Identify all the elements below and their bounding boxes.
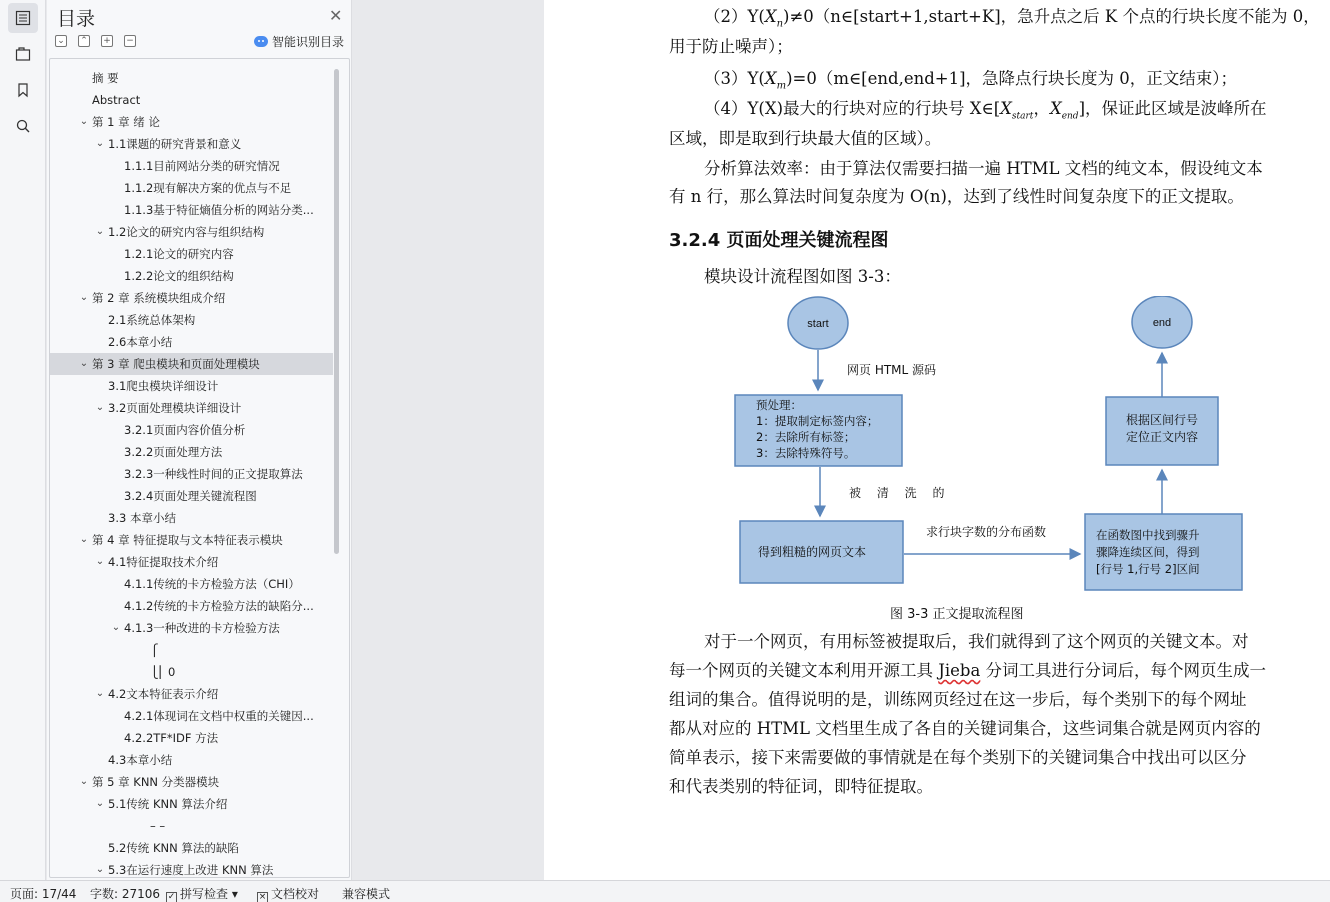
toc-item-label: 第 3 章 爬虫模块和页面处理模块 (92, 357, 260, 371)
toc-item-label: – – (150, 819, 166, 833)
toc-item[interactable] (50, 199, 333, 221)
list-item-4-cont: 区域，即是取到行块最大值的区域）。 (669, 129, 942, 148)
toc-item[interactable] (50, 683, 333, 705)
toc-panel-icon[interactable] (8, 3, 38, 33)
bookmark-icon[interactable] (8, 75, 38, 105)
toc-item[interactable] (50, 815, 333, 837)
toc-item[interactable] (50, 617, 333, 639)
collapse-all-icon[interactable]: ⌄ (55, 35, 67, 47)
flow-intro: 模块设计流程图如图 3-3： (704, 267, 901, 286)
toc-item[interactable] (50, 661, 333, 683)
locate-content-line-2: 定位正文内容 (1125, 430, 1199, 444)
chevron-down-icon[interactable]: ⌄ (95, 226, 105, 237)
end-label: end (1152, 317, 1172, 329)
chevron-down-icon[interactable]: ⌄ (95, 138, 105, 149)
toc-item-label: 4.3本章小结 (108, 753, 173, 767)
toc-item[interactable] (50, 419, 333, 441)
list-item-2: $(2)Y(X_n)\ne 0(n\in[start+1,start+K]$，急升点之后 K 个点的行块长度不能为 0， (704, 7, 1320, 30)
toc-item-label: 4.1特征提取技术介绍 (108, 555, 219, 569)
toc-item-label: 第 2 章 系统模块组成介绍 (92, 291, 226, 305)
toc-item[interactable] (50, 133, 333, 155)
smart-toc-label: 智能识别目录 (272, 35, 345, 49)
toc-item-label: 第 5 章 KNN 分类器模块 (92, 775, 220, 789)
toc-item-label: 1.2.2论文的组织结构 (124, 269, 234, 283)
toc-item-label: 4.1.1传统的卡方检验方法（CHI） (124, 577, 300, 591)
toc-item[interactable] (50, 287, 333, 309)
toc-item-label: 4.2文本特征表示介绍 (108, 687, 219, 701)
chevron-down-icon[interactable]: ⌄ (95, 798, 105, 809)
distribution-label: 求行块字数的分布函数 (926, 525, 1047, 539)
start-label: start (807, 318, 829, 330)
flowchart-figure (724, 296, 1284, 596)
toc-item[interactable] (50, 331, 333, 353)
toc-item-label: 2.6本章小结 (108, 335, 173, 349)
toc-item[interactable] (50, 463, 333, 485)
toc-item[interactable] (50, 859, 333, 878)
chevron-down-icon[interactable]: ⌄ (79, 292, 89, 303)
toc-item[interactable] (50, 375, 333, 397)
list-item-2-cont: 用于防止噪声）； (669, 37, 793, 56)
toc-item[interactable] (50, 705, 333, 727)
para-line-5: 简单表示，接下来需要做的事情就是在每个类别下的关键词集合中找出可以区分 (669, 748, 1247, 767)
para-line-4: 都从对应的 HTML 文档里生成了各自的关键词集合，这些词集合就是网页内容的 (669, 719, 1261, 738)
analysis-line-1: 分析算法效率：由于算法仅需要扫描一遍 HTML 文档的纯文本，假设纯文本 (704, 159, 1263, 178)
remove-heading-icon[interactable]: − (124, 35, 136, 47)
chevron-down-icon[interactable]: ⌄ (79, 534, 89, 545)
chevron-down-icon[interactable]: ⌄ (95, 402, 105, 413)
toc-item-label: ⎩⎜ 0 (150, 665, 176, 679)
para-line-2: 每一个网页的关键文本利用开源工具 Jieba 分词工具进行分词后，每个网页生成一 (669, 661, 1267, 680)
chevron-down-icon[interactable]: ⌄ (95, 556, 105, 567)
toc-item-label: 1.1.1目前网站分类的研究情况 (124, 159, 280, 173)
toc-item-label: 4.1.3一种改进的卡方检验方法 (124, 621, 280, 635)
spell-check-toggle[interactable]: ✓ 拼写检查 ▾ (167, 887, 238, 902)
toc-item-label: 摘 要 (92, 71, 119, 85)
toc-item[interactable] (50, 155, 333, 177)
preprocess-step-1: 1：提取制定标签内容； (756, 414, 879, 428)
page-indicator[interactable]: 页面: 17/44 (10, 887, 77, 901)
toc-item-label: 3.2.4页面处理关键流程图 (124, 489, 257, 503)
search-icon[interactable] (8, 111, 38, 141)
expand-up-icon[interactable]: ⌃ (78, 35, 90, 47)
toc-item-label: 3.1爬虫模块详细设计 (108, 379, 219, 393)
toc-item-label: 1.1.2现有解决方案的优点与不足 (124, 181, 292, 195)
list-item-4: （4）Y(X)最大的行块对应的行块号 $X\in[X_{start}$，$X_{end}$]，保证此区域是波峰所在 (704, 99, 1267, 122)
proofread-button[interactable]: × 文档校对 (258, 887, 320, 902)
list-item-3: $(3)Y(X_m)=0(m\in[end,end+1]$，急降点行块长度为 0，正文结束）； (704, 69, 1238, 92)
chevron-down-icon[interactable]: ⌄ (79, 358, 89, 369)
toc-item-label: 1.2论文的研究内容与组织结构 (108, 225, 265, 239)
source-label: 网页 HTML 源码 (847, 363, 937, 377)
chevron-down-icon[interactable]: ⌄ (95, 864, 105, 875)
toc-item[interactable] (50, 265, 333, 287)
toc-item-label: 5.3在运行速度上改进 KNN 算法 (108, 863, 274, 877)
find-interval-line-2: 骤降连续区间，得到 (1096, 545, 1200, 559)
toc-tree (49, 58, 350, 878)
analysis-line-2: 有 n 行，那么算法时间复杂度为 O(n)，达到了线性时间复杂度下的正文提取。 (669, 187, 1244, 206)
compat-mode-label: 兼容模式 (342, 887, 391, 901)
spellcheck-word: Jieba (938, 661, 981, 680)
side-icon-rail (0, 0, 46, 880)
locate-content-line-1: 根据区间行号 (1125, 413, 1199, 427)
toc-item-label: ⎧ (150, 643, 159, 657)
toc-item-label: 4.2.1体现词在文档中权重的关键因... (124, 709, 314, 723)
toc-item[interactable] (50, 551, 333, 573)
toc-item[interactable] (50, 243, 333, 265)
close-icon[interactable]: ✕ (329, 6, 343, 25)
chevron-down-icon[interactable]: ⌄ (79, 116, 89, 127)
toc-item[interactable] (50, 837, 333, 859)
toc-item[interactable] (50, 485, 333, 507)
toc-item[interactable] (50, 353, 333, 375)
document-viewport[interactable] (353, 0, 1330, 880)
para-line-3: 组词的集合。值得说明的是，训练网页经过在这一步后，每个类别下的每个网址 (669, 690, 1247, 709)
word-count[interactable]: 字数: 27106 (90, 887, 161, 901)
toc-item-label: Abstract (92, 93, 141, 107)
toc-item-label: 2.1系统总体架构 (108, 313, 196, 327)
toc-item[interactable] (50, 727, 333, 749)
toc-item[interactable] (50, 529, 333, 551)
toc-item[interactable] (50, 573, 333, 595)
toc-panel-title: 目录 (57, 8, 96, 30)
toc-item[interactable] (50, 309, 333, 331)
toc-item-label: 3.2.1页面内容价值分析 (124, 423, 246, 437)
toc-item-label: 第 4 章 特征提取与文本特征表示模块 (92, 533, 283, 547)
toc-item-label: 3.2.2页面处理方法 (124, 445, 223, 459)
chevron-down-icon[interactable]: ⌄ (95, 688, 105, 699)
section-heading: 3.2.4 页面处理关键流程图 (669, 230, 889, 251)
smart-toc-button[interactable] (254, 33, 344, 50)
toc-panel (47, 0, 352, 880)
toc-item[interactable] (50, 639, 333, 661)
toc-item-label: 5.2传统 KNN 算法的缺陷 (108, 841, 239, 855)
chevron-down-icon[interactable]: ⌄ (79, 776, 89, 787)
toc-list (50, 67, 333, 878)
toc-item-label: 3.2页面处理模块详细设计 (108, 401, 242, 415)
find-interval-line-3: [行号 1,行号 2]区间 (1096, 562, 1200, 576)
check-icon: ✓ (167, 892, 176, 902)
toc-item[interactable] (50, 507, 333, 529)
toc-item-label: 3.3 本章小结 (108, 511, 176, 525)
toc-item-label: 4.1.2传统的卡方检验方法的缺陷分... (124, 599, 314, 613)
toc-item[interactable] (50, 89, 333, 111)
document-page[interactable] (544, 0, 1330, 880)
toc-scrollbar[interactable] (334, 69, 339, 554)
toc-item[interactable] (50, 177, 333, 199)
toc-item[interactable] (50, 771, 333, 793)
figure-caption: 图 3-3 正文提取流程图 (890, 607, 1024, 622)
toc-item-label: 1.1.3基于特征熵值分析的网站分类... (124, 203, 314, 217)
toc-item-label: 3.2.3一种线性时间的正文提取算法 (124, 467, 303, 481)
para-line-1: 对于一个网页，有用标签被提取后，我们就得到了这个网页的关键文本。对 (704, 632, 1249, 651)
toc-item-label: 5.1传统 KNN 算法介绍 (108, 797, 228, 811)
toc-item[interactable] (50, 749, 333, 771)
toc-item[interactable] (50, 111, 333, 133)
toc-item[interactable] (50, 397, 333, 419)
cleaned-label: 被 清 洗 的 (849, 486, 951, 500)
preprocess-title: 预处理： (756, 398, 802, 412)
toc-item[interactable] (50, 595, 333, 617)
ai-assistant-icon (254, 36, 268, 47)
para-line-6: 和代表类别的特征词，即特征提取。 (669, 777, 933, 796)
rough-text-label: 得到粗糙的网页文本 (758, 545, 867, 559)
preprocess-step-2: 2：去除所有标签； (756, 430, 856, 444)
preprocess-step-3: 3：去除特殊符号。 (756, 446, 856, 460)
find-interval-line-1: 在函数图中找到骤升 (1096, 528, 1200, 542)
proofread-icon: × (258, 892, 267, 902)
toc-item[interactable] (50, 441, 333, 463)
toc-item-label: 1.1课题的研究背景和意义 (108, 137, 242, 151)
toc-item[interactable] (50, 221, 333, 243)
chevron-down-icon[interactable]: ⌄ (111, 622, 121, 633)
toc-item[interactable] (50, 67, 333, 89)
chapter-nav-icon[interactable] (8, 39, 38, 69)
add-heading-icon[interactable]: + (101, 35, 113, 47)
toc-item[interactable] (50, 793, 333, 815)
status-bar (0, 880, 1330, 902)
toc-item-label: 第 1 章 绪 论 (92, 115, 160, 129)
toc-item-label: 4.2.2TF*IDF 方法 (124, 731, 219, 745)
toc-item-label: 1.2.1论文的研究内容 (124, 247, 234, 261)
